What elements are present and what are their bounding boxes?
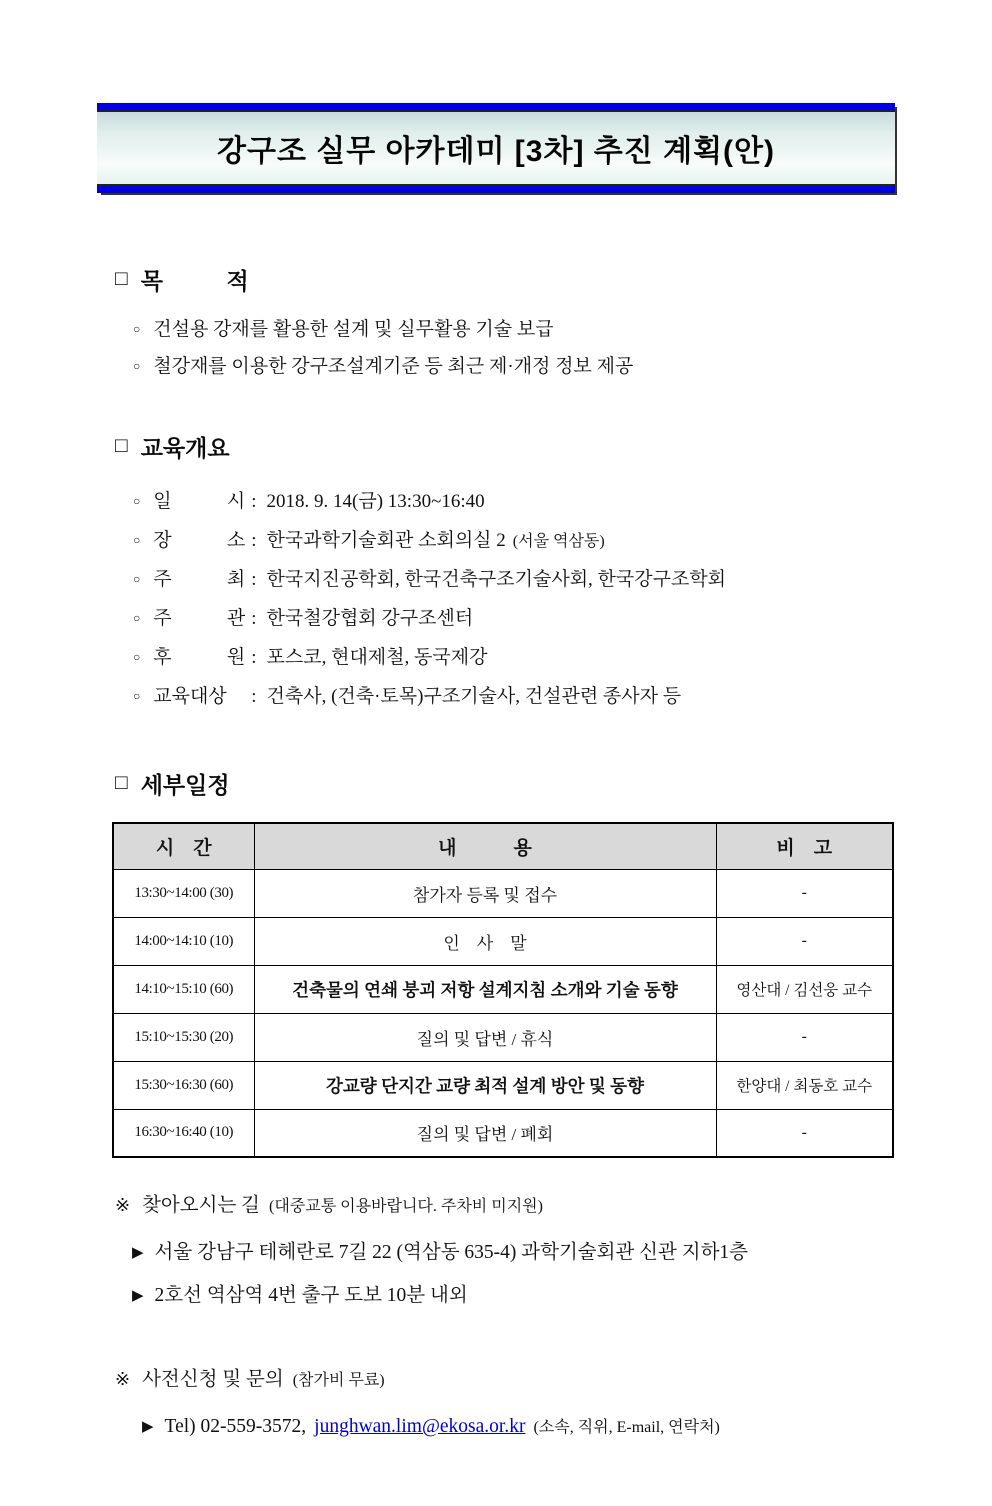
cell-content: 질의 및 답변 / 휴식 (254, 1013, 716, 1061)
schedule-header-row (113, 823, 893, 869)
directions-line-text: 서울 강남구 테헤란로 7길 22 (역삼동 635-4) 과학기술회관 신관 지하1층 (154, 1242, 748, 1263)
contact-suffix: (소속, 직위, E-mail, 연락처) (533, 1419, 720, 1436)
document-body (0, 263, 992, 1443)
circle-bullet-icon: ○ (133, 359, 141, 373)
circle-bullet-icon: ○ (133, 611, 141, 625)
square-bullet-icon: □ (115, 267, 128, 290)
arrow-bullet-icon: ▶ (142, 1419, 154, 1435)
column-header-content: 내 용 (254, 823, 716, 869)
cell-remark: - (716, 1109, 893, 1157)
column-header-remark: 비 고 (716, 823, 893, 869)
table-row (113, 869, 893, 917)
section-heading-schedule (115, 767, 932, 800)
email-link[interactable]: junghwan.lim@ekosa.or.kr (314, 1416, 526, 1437)
overview-item-4 (115, 600, 932, 639)
column-header-time: 시 간 (113, 823, 254, 869)
arrow-bullet-icon: ▶ (132, 1245, 144, 1261)
overview-item-value: 한국지진공학회, 한국건축구조기술사회, 한국강구조학회 (266, 569, 727, 590)
overview-item-label: 교육대상 (153, 686, 227, 707)
cell-remark: - (716, 917, 893, 965)
overview-item-label: 주 관 (153, 608, 246, 629)
contact-line (115, 1412, 932, 1443)
cell-remark: 영산대 / 김선웅 교수 (716, 965, 893, 1013)
overview-item-value: 건축사, (건축·토목)구조기술사, 건설관련 종사자 등 (266, 686, 682, 707)
overview-item-label: 후 원 (153, 647, 246, 668)
colon-separator: : (251, 647, 257, 668)
cell-time: 16:30~16:40 (10) (113, 1109, 254, 1157)
application-heading (115, 1364, 932, 1396)
section-title-schedule: 세부일정 (140, 772, 230, 798)
circle-bullet-icon: ○ (133, 650, 141, 664)
purpose-item-2 (115, 349, 932, 386)
purpose-item-1 (115, 312, 932, 349)
cell-time: 14:10~15:10 (60) (113, 965, 254, 1013)
cell-content: 인 사 말 (254, 917, 716, 965)
directions-line-text: 2호선 역삼역 4번 출구 도보 10분 내외 (154, 1285, 468, 1306)
cell-remark: 한양대 / 최동호 교수 (716, 1061, 893, 1109)
application-note: (참가비 무료) (292, 1372, 385, 1389)
directions-section (115, 1190, 932, 1318)
overview-item-3 (115, 561, 932, 600)
application-title: 사전신청 및 문의 (142, 1369, 284, 1390)
section-title-overview: 교육개요 (140, 435, 230, 461)
overview-item-2 (115, 522, 932, 561)
schedule-body (113, 869, 893, 1157)
square-bullet-icon: □ (115, 434, 128, 457)
application-section (115, 1364, 932, 1443)
directions-note: (대중교통 이용바랍니다. 주차비 미지원) (269, 1198, 543, 1215)
overview-item-5 (115, 639, 932, 678)
overview-item-value: 2018. 9. 14(금) 13:30~16:40 (266, 491, 485, 512)
purpose-item-text: 철강재를 이용한 강구조설계기준 등 최근 제·개정 정보 제공 (153, 356, 634, 377)
purpose-list (115, 312, 932, 386)
purpose-item-text: 건설용 강재를 활용한 설계 및 실무활용 기술 보급 (153, 319, 554, 340)
cell-time: 15:30~16:30 (60) (113, 1061, 254, 1109)
cell-time: 13:30~14:00 (30) (113, 869, 254, 917)
overview-item-1 (115, 483, 932, 522)
cell-time: 15:10~15:30 (20) (113, 1013, 254, 1061)
overview-item-label: 주 최 (153, 569, 246, 590)
arrow-bullet-icon: ▶ (132, 1288, 144, 1304)
overview-item-label: 일 시 (153, 491, 246, 512)
schedule-table (112, 822, 894, 1158)
overview-item-label: 장 소 (153, 530, 246, 551)
cell-content: 강교량 단지간 교량 최적 설계 방안 및 동향 (254, 1061, 716, 1109)
circle-bullet-icon: ○ (133, 322, 141, 336)
circle-bullet-icon: ○ (133, 494, 141, 508)
circle-bullet-icon: ○ (133, 572, 141, 586)
table-row (113, 917, 893, 965)
section-heading-purpose (115, 263, 932, 296)
cell-content: 건축물의 연쇄 붕괴 저항 설계지침 소개와 기술 동향 (254, 965, 716, 1013)
overview-item-value: 한국철강협회 강구조센터 (266, 608, 474, 629)
table-row (113, 1013, 893, 1061)
directions-title: 찾아오시는 길 (142, 1195, 260, 1216)
square-bullet-icon: □ (115, 771, 128, 794)
directions-heading (115, 1190, 932, 1222)
overview-list (115, 483, 932, 717)
colon-separator: : (251, 569, 257, 590)
section-title-purpose: 목 적 (140, 268, 249, 294)
cell-content: 질의 및 답변 / 폐회 (254, 1109, 716, 1157)
colon-separator: : (251, 608, 257, 629)
table-row (113, 1061, 893, 1109)
reference-mark-icon: ※ (115, 1369, 131, 1389)
reference-mark-icon: ※ (115, 1195, 131, 1215)
section-heading-overview (115, 430, 932, 463)
directions-line-2 (115, 1275, 932, 1318)
cell-remark: - (716, 869, 893, 917)
overview-item-value: 포스코, 현대제철, 동국제강 (266, 647, 488, 668)
cell-time: 14:00~14:10 (10) (113, 917, 254, 965)
cell-content: 참가자 등록 및 접수 (254, 869, 716, 917)
circle-bullet-icon: ○ (133, 533, 141, 547)
overview-item-6 (115, 678, 932, 717)
page-title: 강구조 실무 아카데미 [3차] 추진 계획(안) (216, 135, 776, 168)
table-row (113, 965, 893, 1013)
overview-item-note: (서울 역삼동) (512, 533, 605, 550)
cell-remark: - (716, 1013, 893, 1061)
colon-separator: : (251, 686, 257, 707)
colon-separator: : (251, 530, 257, 551)
circle-bullet-icon: ○ (133, 689, 141, 703)
colon-separator: : (251, 491, 257, 512)
telephone-number: Tel) 02-559-3572, (164, 1416, 307, 1437)
directions-lines (115, 1232, 932, 1318)
directions-line-1 (115, 1232, 932, 1275)
document-page (0, 103, 992, 1506)
table-row (113, 1109, 893, 1157)
title-banner (97, 103, 895, 193)
overview-item-value: 한국과학기술회관 소회의실 2 (266, 530, 506, 551)
